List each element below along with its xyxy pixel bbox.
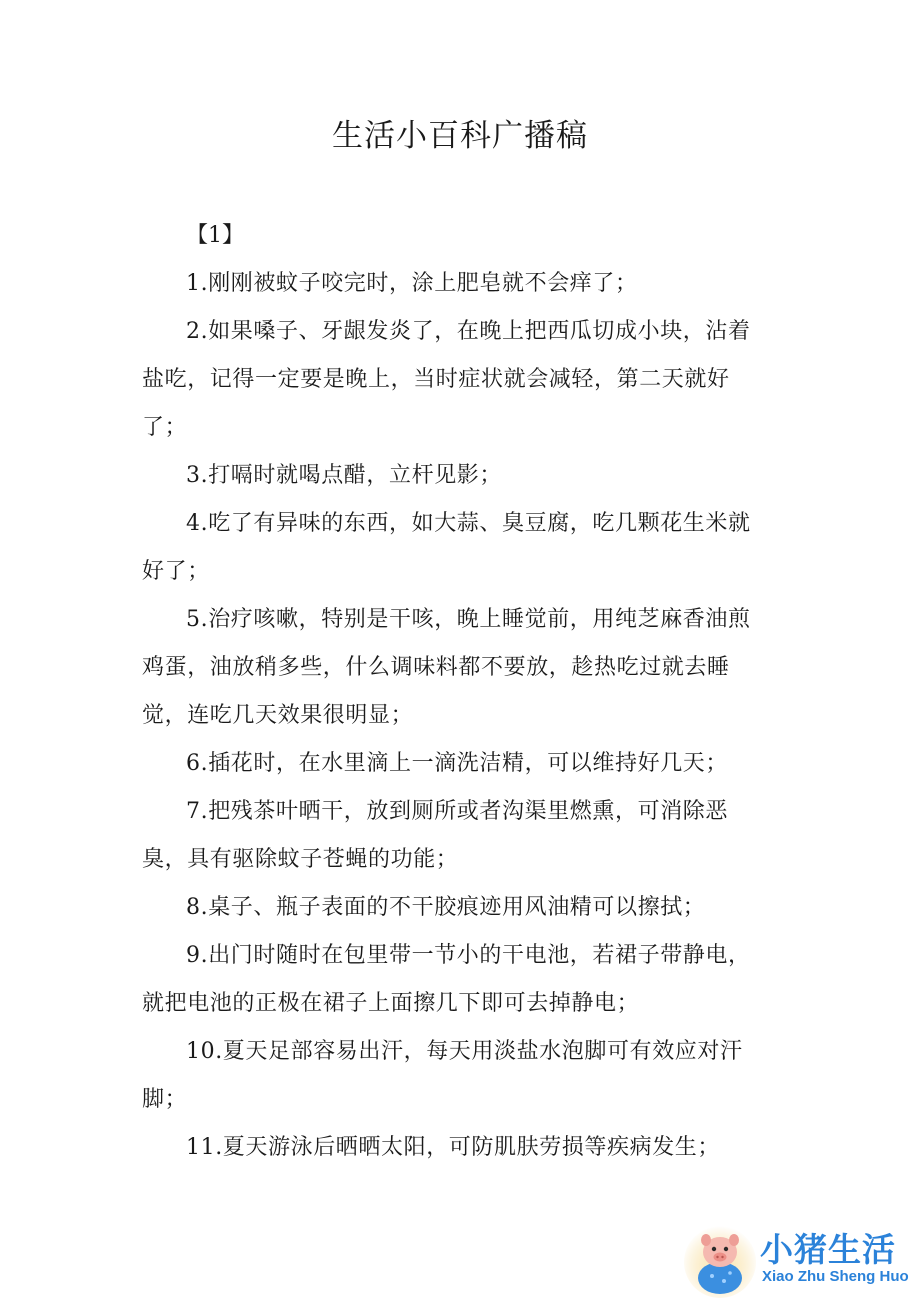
- list-item: 2.如果嗓子、牙龈发炎了，在晚上把西瓜切成小块，沾着盐吃，记得一定要是晚上，当时症状就会减轻，第二天就好了；: [142, 319, 751, 440]
- list-item: 3.打嗝时就喝点醋，立杆见影；: [186, 463, 502, 488]
- list-item: 9.出门时随时在包里带一节小的干电池，若裙子带静电，就把电池的正极在裙子上面擦几下即可去掉静电；: [142, 943, 751, 1016]
- list-item: 8.桌子、瓶子表面的不干胶痕迹用风油精可以擦拭；: [186, 895, 706, 920]
- list-item: 10.夏天足部容易出汗，每天用淡盐水泡脚可有效应对汗脚；: [142, 1039, 743, 1112]
- document-body: [142, 212, 772, 1172]
- list-item: 4.吃了有异味的东西，如大蒜、臭豆腐，吃几颗花生米就好了；: [142, 511, 751, 584]
- brand-name-cn: 小猪生活: [760, 1230, 896, 1269]
- list-item: 5.治疗咳嗽，特别是干咳，晚上睡觉前，用纯芝麻香油煎鸡蛋，油放稍多些，什么调味料都不要放，趁热吃过就去睡觉，连吃几天效果很明显；: [142, 607, 751, 728]
- list-item: 6.插花时，在水里滴上一滴洗洁精，可以维持好几天；: [186, 751, 728, 776]
- list-item: 7.把残茶叶晒干，放到厕所或者沟渠里燃熏，可消除恶臭，具有驱除蚊子苍蝇的功能；: [142, 799, 728, 872]
- brand-name-en: Xiao Zhu Sheng Huo: [762, 1268, 909, 1285]
- watermark-logo: [680, 1218, 916, 1298]
- document-title: 生活小百科广播稿: [332, 118, 588, 154]
- list-item: 1.刚刚被蚊子咬完时，涂上肥皂就不会痒了；: [186, 271, 638, 296]
- section-label: 【1】: [186, 223, 244, 248]
- pig-mascot-icon: [680, 1218, 758, 1298]
- list-item: 11.夏天游泳后晒晒太阳，可防肌肤劳损等疾病发生；: [186, 1135, 720, 1160]
